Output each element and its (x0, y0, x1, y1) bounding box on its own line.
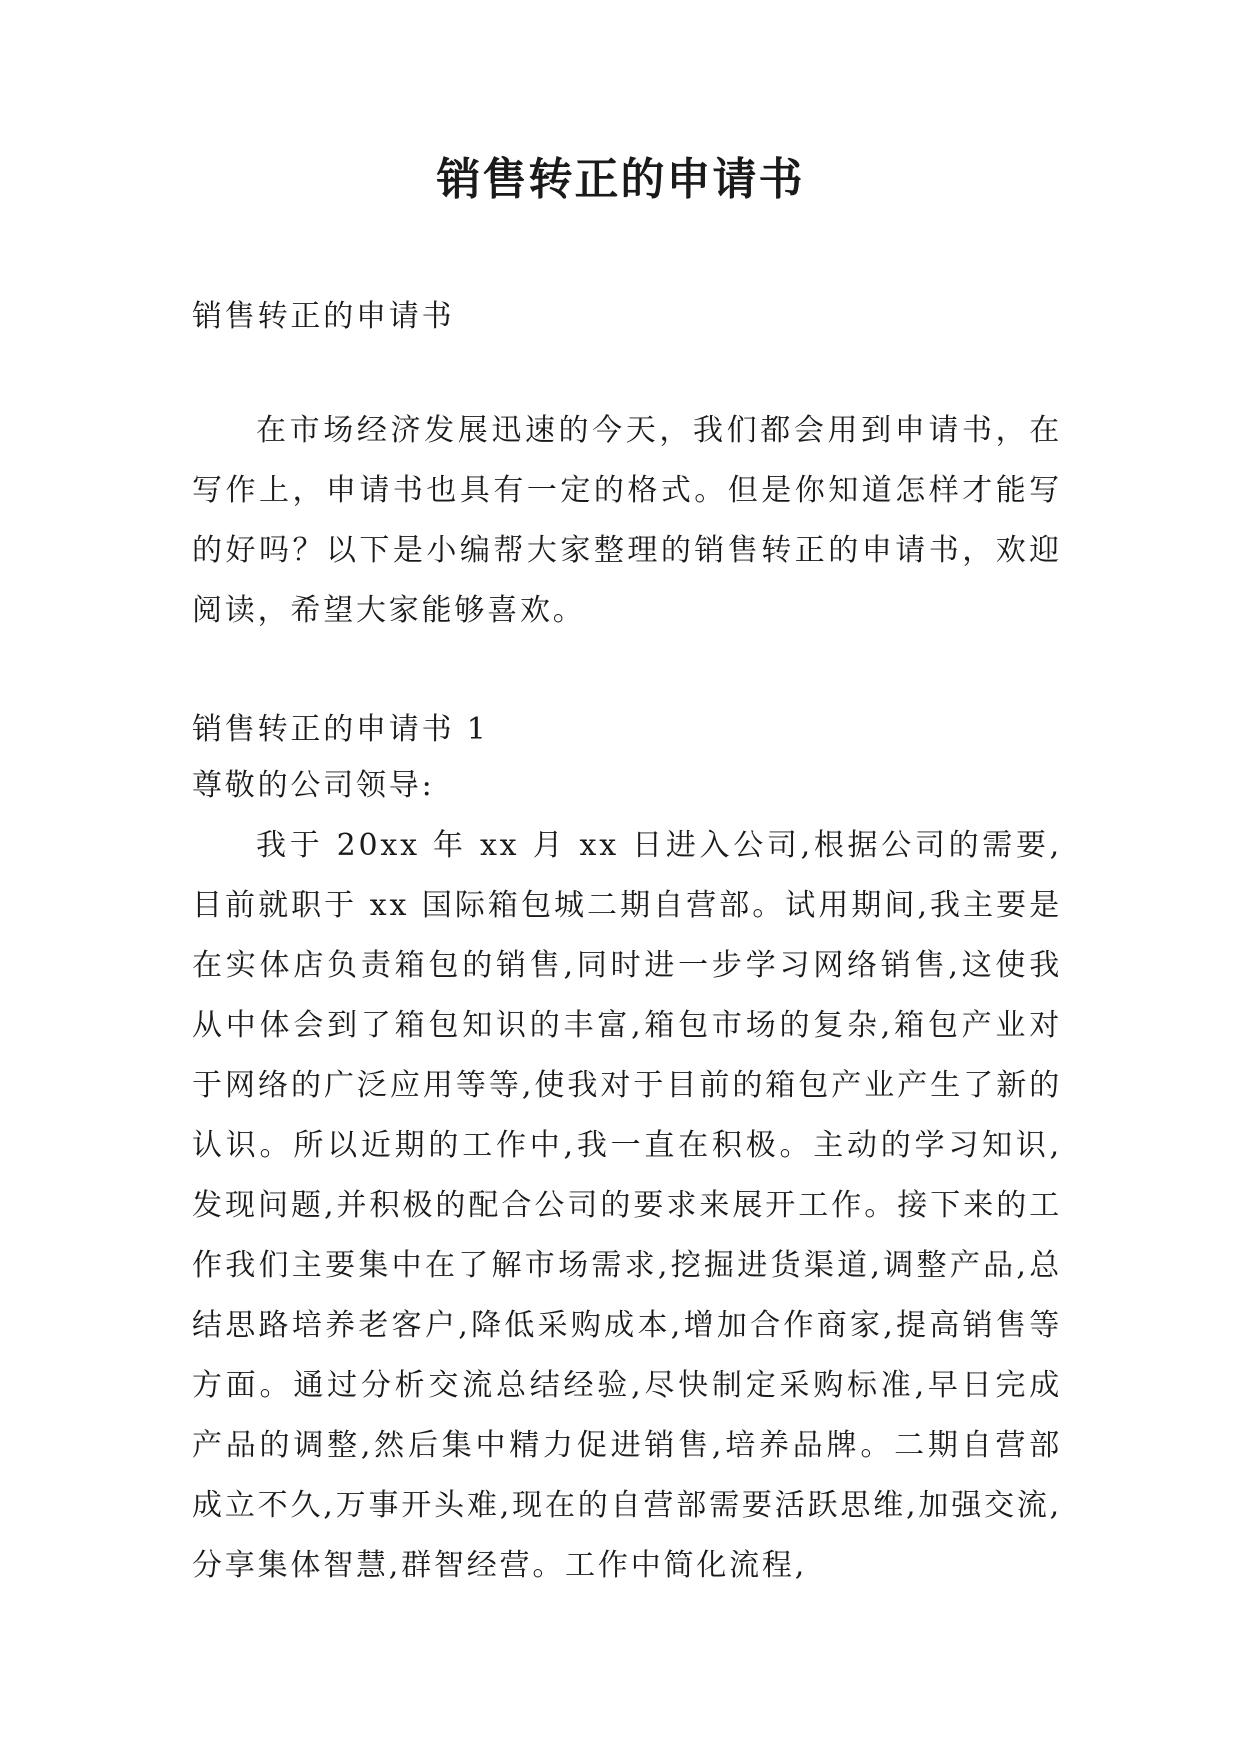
intro-paragraph: 在市场经济发展迅速的今天，我们都会用到申请书，在写作上，申请书也具有一定的格式。但是你知道怎样才能写的好吗？以下是小编帮大家整理的销售转正的申请书，欢迎阅读，希望大家能够喜欢。 (192, 413, 1062, 628)
document-subtitle: 销售转正的申请书 (192, 299, 455, 334)
letter-body-paragraph: 我于 20xx 年 xx 月 xx 日进入公司,根据公司的需要,目前就职于 xx 国际箱包城二期自营部。试用期间,我主要是在实体店负责箱包的销售,同时进一步学习网络销售,这使我从中体会到了箱包知识的丰富,箱包市场的复杂,箱包产业对于网络的广泛应用等等,使我对于目前的箱包产业产生了新的认识。所以近期的工作中,我一直在积极。主动的学习知识,发现问题,并积极的配合公司的要求来展开工作。接下来的工作我们主要集中在了解市场需求,挖掘进货渠道,调整产品,总结思路培养老客户,降低采购成本,增加合作商家,提高销售等方面。通过分析交流总结经验,尽快制定采购标准,早日完成产品的调整,然后集中精力促进销售,培养品牌。二期自营部成立不久,万事开头难,现在的自营部需要活跃思维,加强交流,分享集体智慧,群智经营。工作中简化流程, (192, 828, 1062, 1583)
letter-salutation: 尊敬的公司领导: (192, 768, 435, 803)
letter-heading: 销售转正的申请书 1 (192, 712, 489, 747)
document-title: 销售转正的申请书 (436, 154, 805, 205)
